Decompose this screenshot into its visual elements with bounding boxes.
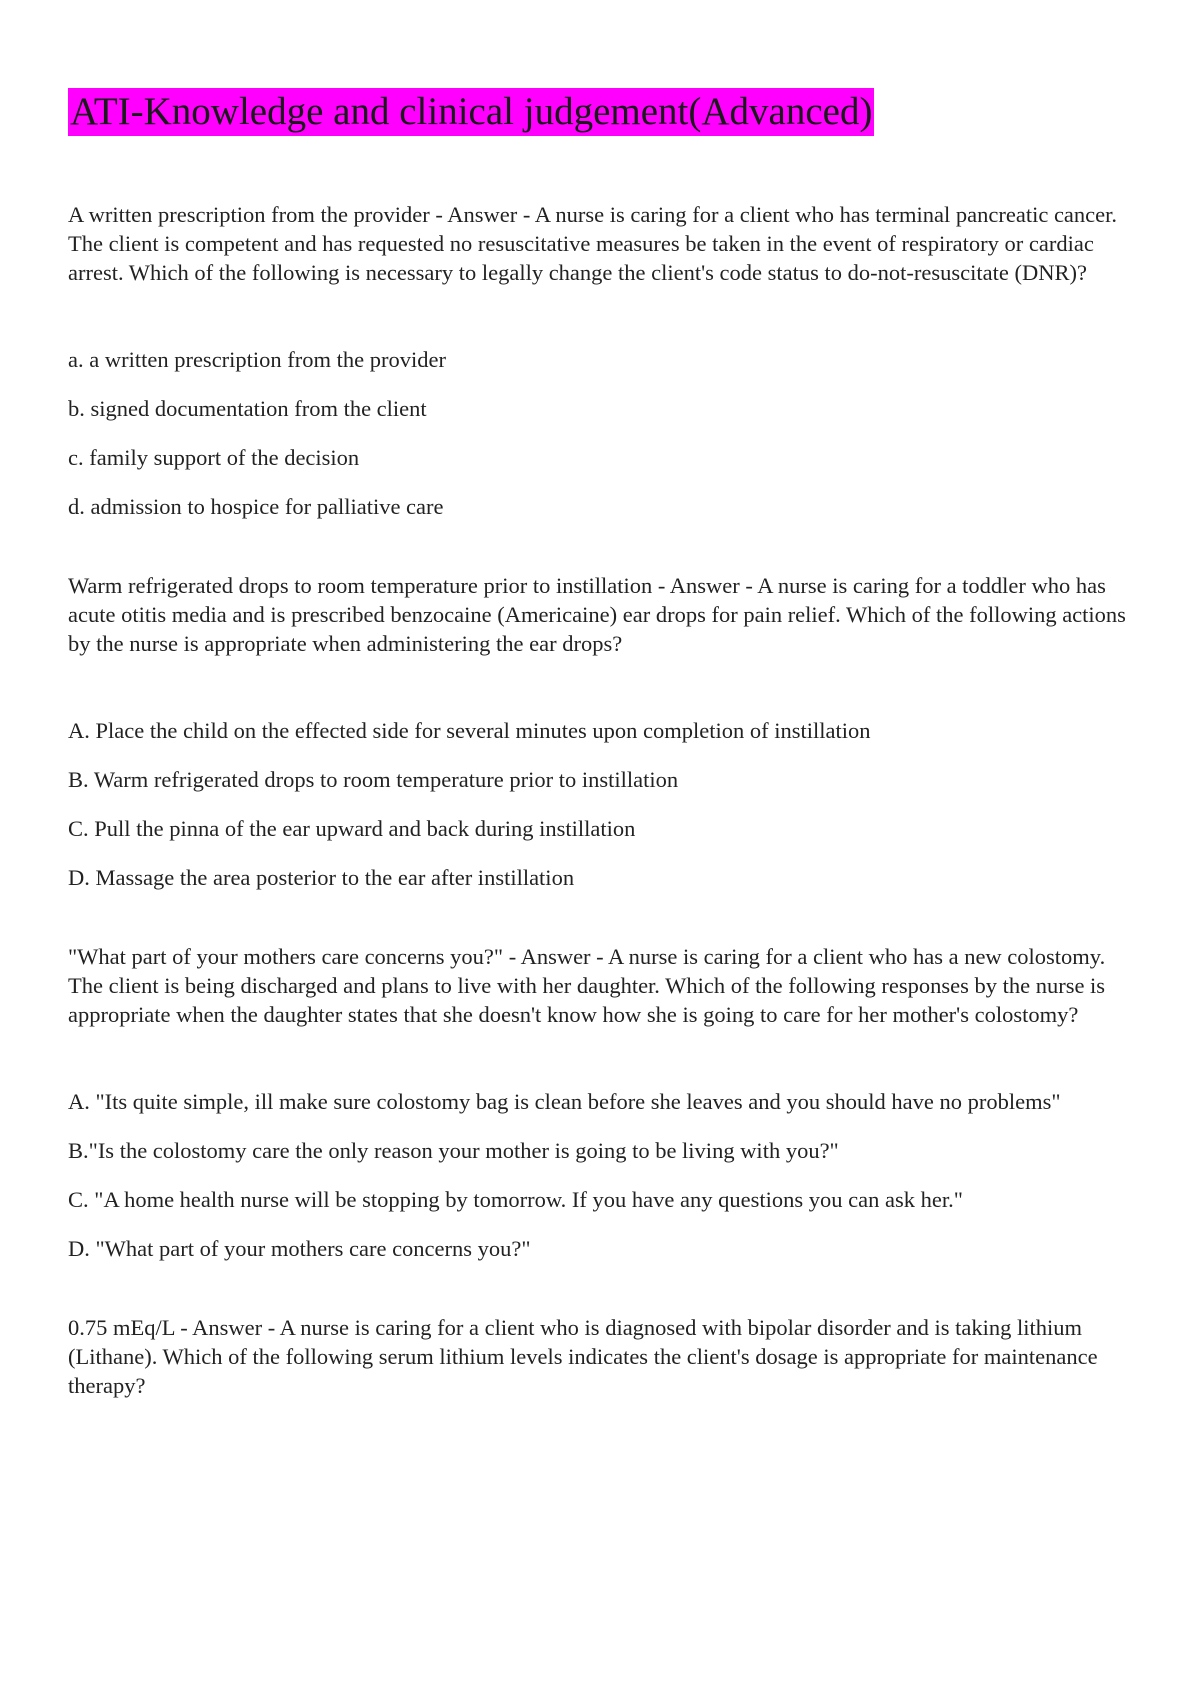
answer-options bbox=[68, 345, 1128, 521]
answer-option: B."Is the colostomy care the only reason your mother is going to be living with you?" bbox=[68, 1138, 839, 1163]
answer-option: A. "Its quite simple, ill make sure colostomy bag is clean before she leaves and you should have no problems" bbox=[68, 1089, 1061, 1114]
answer-option: d. admission to hospice for palliative care bbox=[68, 494, 444, 519]
answer-option: D. Massage the area posterior to the ear after instillation bbox=[68, 865, 575, 890]
answer-options bbox=[68, 1087, 1128, 1263]
question-text: A written prescription from the provider - Answer - A nurse is caring for a client who has terminal pancreatic cancer. The client is competent and has requested no resuscitative measures be taken in the event of respiratory or cardiac arrest. Which of the following is necessary to legally change the client's code status to do-not-resuscitate (DNR)? bbox=[68, 202, 1118, 285]
answer-option: b. signed documentation from the client bbox=[68, 396, 427, 421]
answer-option: D. "What part of your mothers care concerns you?" bbox=[68, 1236, 531, 1261]
question-block-4 bbox=[68, 1313, 1128, 1400]
question-block-2 bbox=[68, 571, 1128, 892]
answer-option: a. a written prescription from the provider bbox=[68, 347, 446, 372]
answer-option: c. family support of the decision bbox=[68, 445, 360, 470]
question-block-1 bbox=[68, 200, 1128, 521]
answer-options bbox=[68, 716, 1128, 892]
question-text: "What part of your mothers care concerns you?" - Answer - A nurse is caring for a client who has a new colostomy. The client is being discharged and plans to live with her daughter. Which of the following responses by the nurse is appropriate when the daughter states that she doesn't know how she is going to care for her mother's colostomy? bbox=[68, 944, 1106, 1027]
answer-option: C. "A home health nurse will be stopping by tomorrow. If you have any questions you can ask her." bbox=[68, 1187, 963, 1212]
document-page bbox=[68, 88, 1128, 1400]
question-block-3 bbox=[68, 942, 1128, 1263]
answer-option: C. Pull the pinna of the ear upward and back during instillation bbox=[68, 816, 636, 841]
page-title: ATI-Knowledge and clinical judgement(Advanced) bbox=[68, 88, 874, 136]
question-text: Warm refrigerated drops to room temperature prior to instillation - Answer - A nurse is caring for a toddler who has acute otitis media and is prescribed benzocaine (Americaine) ear drops for pain relief. Which of the following actions by the nurse is appropriate when administering the ear drops? bbox=[68, 573, 1126, 656]
answer-option: A. Place the child on the effected side for several minutes upon completion of instillation bbox=[68, 718, 871, 743]
answer-option: B. Warm refrigerated drops to room temperature prior to instillation bbox=[68, 767, 679, 792]
question-text: 0.75 mEq/L - Answer - A nurse is caring for a client who is diagnosed with bipolar disorder and is taking lithium (Lithane). Which of the following serum lithium levels indicates the client's dosage is appropriate for maintenance therapy? bbox=[68, 1315, 1098, 1398]
